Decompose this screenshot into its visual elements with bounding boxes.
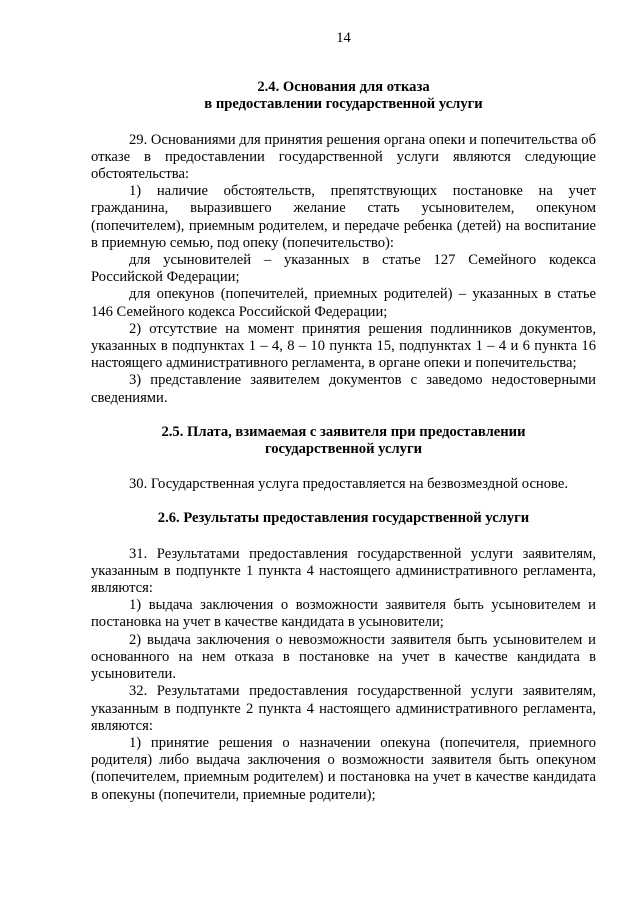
heading-line: 2.4. Основания для отказа	[257, 79, 430, 96]
paragraph-30: 30. Государственная услуга предоставляется на безвозмездной основе.	[129, 476, 568, 493]
section-2-4	[91, 79, 596, 407]
paragraph-29-item-1-adopters: для усыновителей – указанных в статье 127 Семейного кодекса Российской Федерации;	[91, 252, 596, 286]
paragraph-29: 29. Основаниями для принятия решения органа опеки и попечительства об отказе в предоставлении государственной услуги являются следующие обстоятельства:	[91, 131, 596, 183]
paragraph-32-item-1: 1) принятие решения о назначении опекуна (попечителя, приемного родителя) либо выдача заключения о возможности заявителя быть опекуном (попечителем, приемным родителем) и постановка на учет в качестве кандидата в опекуны (попечители, приемные родители);	[91, 734, 596, 803]
section-2-6	[91, 510, 596, 803]
paragraph-31-item-1: 1) выдача заключения о возможности заявителя быть усыновителем и постановка на учет в качестве кандидата в усыновители;	[91, 597, 596, 631]
paragraph-31-item-2: 2) выдача заключения о невозможности заявителя быть усыновителем и основанного на нем отказа в постановке на учет в качестве кандидата в усыновители.	[91, 631, 596, 683]
paragraph-29-item-1-guardians: для опекунов (попечителей, приемных родителей) – указанных в статье 146 Семейного кодекса Российской Федерации;	[91, 286, 596, 320]
paragraph-29-item-1: 1) наличие обстоятельств, препятствующих постановке на учет гражданина, выразившего желание стать усыновителем, опекуном (попечителем), приемным родителем, и передаче ребенка (детей) на воспитание в приемную семью, под опеку (попечительство):	[91, 183, 596, 251]
paragraph-29-item-2: 2) отсутствие на момент принятия решения подлинников документов, указанных в подпунктах 1 – 4, 8 – 10 пункта 15, подпунктах 1 – 4 и 6 пункта 16 настоящего административного регламента, в органе опеки и попечительства;	[91, 320, 596, 372]
document-page	[91, 30, 596, 804]
page-number: 14	[336, 30, 351, 46]
heading-line: 2.6. Результаты предоставления государственной услуги	[157, 510, 530, 527]
heading-line: в предоставлении государственной услуги	[204, 96, 483, 113]
paragraph-32: 32. Результатами предоставления государственной услуги заявителям, указанным в подпункте 2 пункта 4 настоящего административного регламента, являются:	[91, 683, 596, 734]
section-heading	[91, 79, 596, 113]
section-2-5	[91, 424, 596, 494]
section-heading	[91, 424, 596, 458]
paragraph-29-item-3: 3) представление заявителем документов с заведомо недостоверными сведениями.	[91, 372, 596, 406]
heading-line: государственной услуги	[264, 441, 423, 458]
section-heading	[91, 510, 596, 527]
heading-line: 2.5. Плата, взимаемая с заявителя при предоставлении	[161, 423, 526, 440]
paragraph-31: 31. Результатами предоставления государственной услуги заявителям, указанным в подпункте 1 пункта 4 настоящего административного регламента, являются:	[91, 545, 596, 597]
